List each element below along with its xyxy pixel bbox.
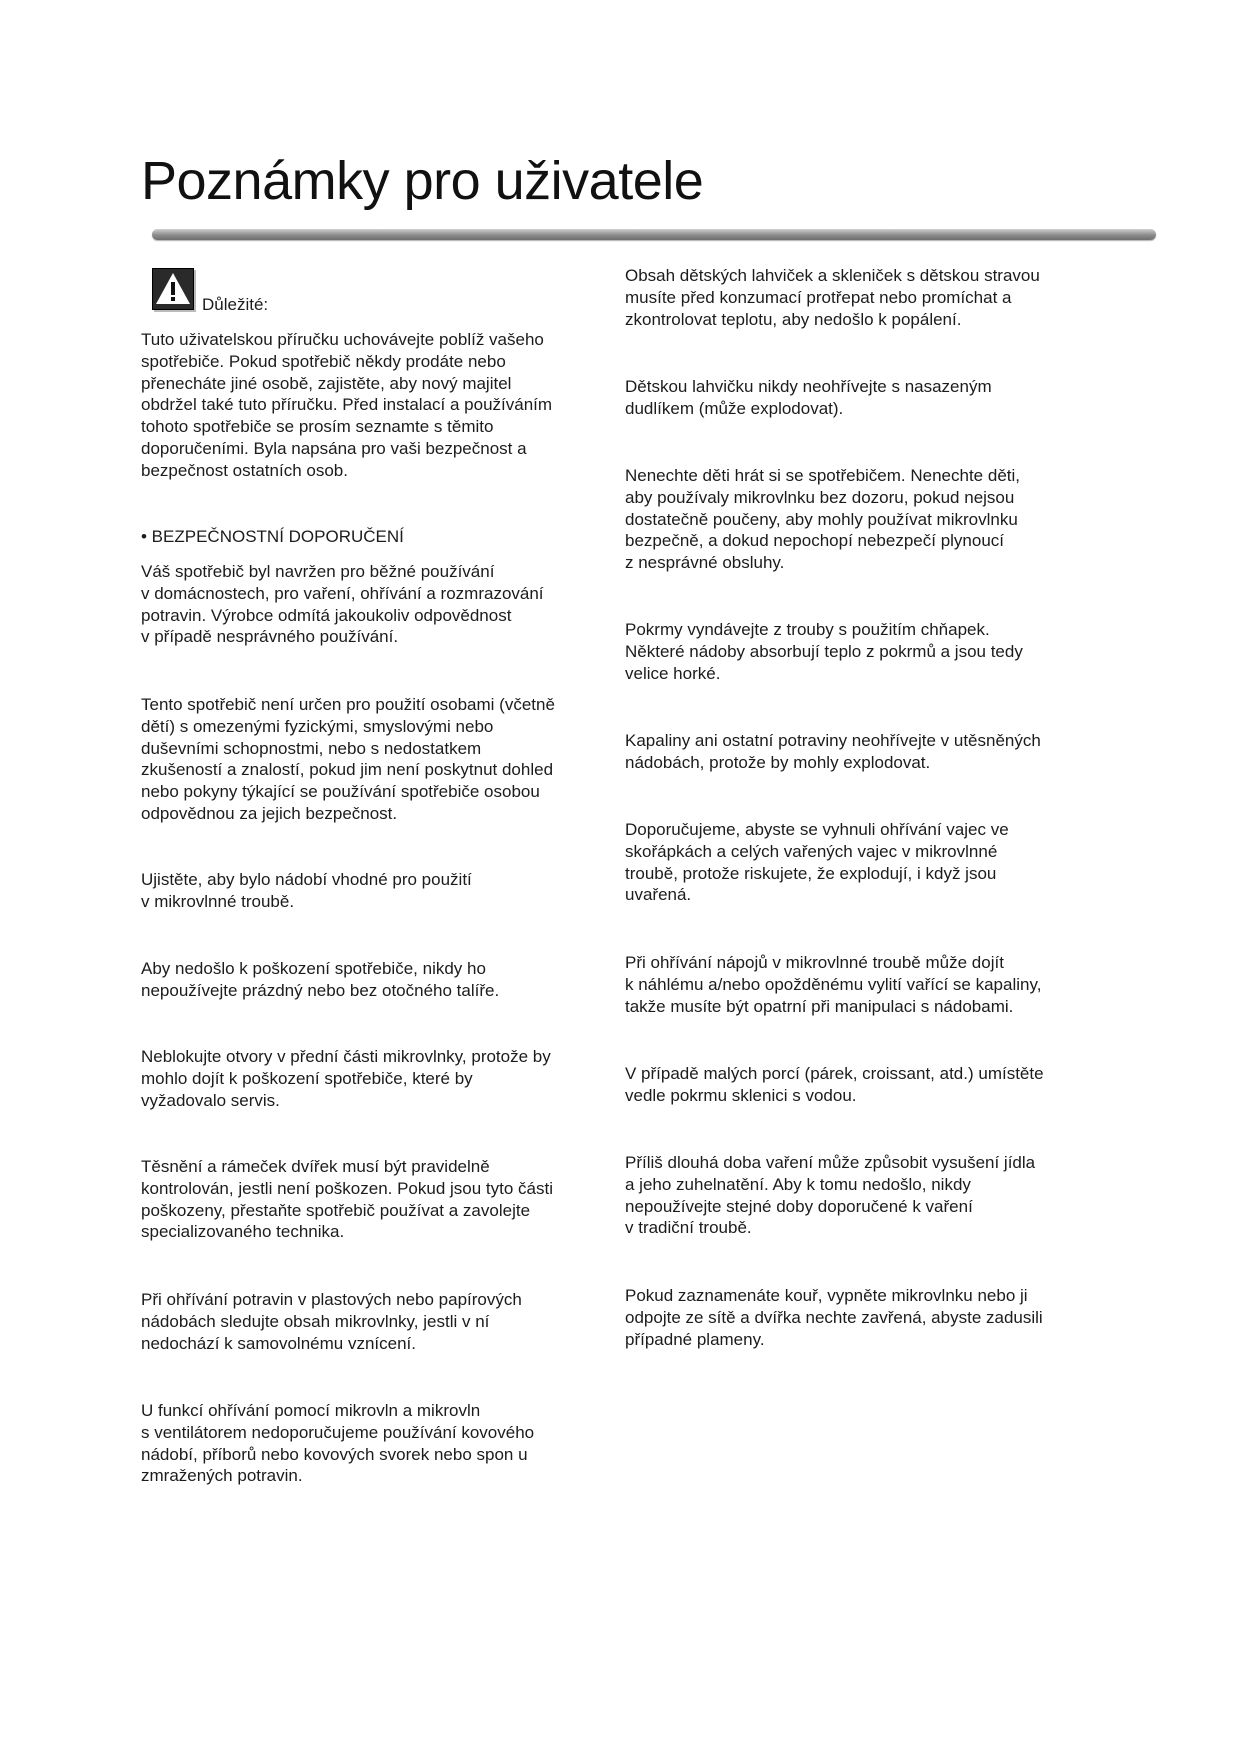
page-title: Poznámky pro uživatele <box>141 151 704 211</box>
right-paragraph-8: V případě malých porcí (párek, croissant, atd.) umístěte vedle pokrmu sklenici s vodou. <box>625 1064 1044 1105</box>
left-paragraph-8: U funkcí ohřívání pomocí mikrovln a mikrovln s ventilátorem nedoporučujeme používání kovového nádobí, příborů nebo kovových svorek nebo spon u zmražených potravin. <box>141 1401 535 1486</box>
intro-paragraph: Tuto uživatelskou příručku uchovávejte poblíž vašeho spotřebiče. Pokud spotřebič někdy prodáte nebo přenecháte jiné osobě, zajistěte, aby nový majitel obdržel také tuto příručku. Před instalací a používáním tohoto spotřebiče se prosím seznamte s těmito doporučeními. Byla napsána pro vaši bezpečnost a bezpečnost ostatních osob. <box>141 330 553 480</box>
left-paragraph-4: Aby nedošlo k poškození spotřebiče, nikdy ho nepoužívejte prázdný nebo bez otočného talíře. <box>141 959 500 1000</box>
left-paragraph-5: Neblokujte otvory v přední části mikrovlnky, protože by mohlo dojít k poškození spotřebiče, které by vyžadovalo servis. <box>141 1047 551 1110</box>
right-paragraph-10: Pokud zaznamenáte kouř, vypněte mikrovlnku nebo ji odpojte ze sítě a dvířka nechte zavřená, abyste zadusili případné plameny. <box>625 1286 1043 1349</box>
right-paragraph-6: Doporučujeme, abyste se vyhnuli ohřívání vajec ve skořápkách a celých vařených vajec v mikrovlnné troubě, protože riskujete, že explodují, i když jsou uvařená. <box>625 820 1009 905</box>
right-paragraph-4: Pokrmy vyndávejte z trouby s použitím chňapek. Některé nádoby absorbují teplo z pokrmů a jsou tedy velice horké. <box>625 620 1023 683</box>
left-paragraph-2: Tento spotřebič není určen pro použití osobami (včetně dětí) s omezenými fyzickými, smyslovými nebo duševními schopnostmi, nebo s nedostatkem zkušeností a znalostí, pokud jim není poskytnut dohled nebo pokyny týkající se používání spotřebiče osobou odpovědnou za jejich bezpečnost. <box>141 695 555 823</box>
safety-heading: • BEZPEČNOSTNÍ DOPORUČENÍ <box>141 527 404 546</box>
right-paragraph-5: Kapaliny ani ostatní potraviny neohřívejte v utěsněných nádobách, protože by mohly explodovat. <box>625 731 1041 772</box>
right-paragraph-7: Při ohřívání nápojů v mikrovlnné troubě může dojít k náhlému a/nebo opožděnému vylití vařící se kapaliny, takže musíte být opatrní při manipulaci s nádobami. <box>625 953 1042 1016</box>
important-label: Důležité: <box>202 295 269 314</box>
left-paragraph-6: Těsnění a rámeček dvířek musí být pravidelně kontrolován, jestli není poškozen. Pokud jsou tyto části poškozeny, přestaňte spotřebič používat a zavolejte specializovaného technika. <box>141 1157 554 1242</box>
right-paragraph-9: Příliš dlouhá doba vaření může způsobit vysušení jídla a jeho zuhelnatění. Aby k tomu nedošlo, nikdy nepoužívejte stejné doby doporučené k vaření v tradiční troubě. <box>625 1153 1036 1238</box>
warning-triangle-icon <box>152 268 194 310</box>
left-paragraph-3: Ujistěte, aby bylo nádobí vhodné pro použití v mikrovlnné troubě. <box>141 870 472 911</box>
left-paragraph-1: Váš spotřebič byl navržen pro běžné používání v domácnostech, pro vaření, ohřívání a rozmrazování potravin. Výrobce odmítá jakoukoliv odpovědnost v případě nesprávného používání. <box>141 562 544 647</box>
title-divider <box>152 229 1156 240</box>
left-paragraph-7: Při ohřívání potravin v plastových nebo papírových nádobách sledujte obsah mikrovlnky, jestli v ní nedochází k samovolnému vznícení. <box>141 1290 522 1353</box>
right-paragraph-1: Obsah dětských lahviček a skleniček s dětskou stravou musíte před konzumací protřepat nebo promíchat a zkontrolovat teplotu, aby nedošlo k popálení. <box>625 266 1040 329</box>
right-paragraph-3: Nenechte děti hrát si se spotřebičem. Nenechte děti, aby používaly mikrovlnku bez dozoru, pokud nejsou dostatečně poučeny, aby mohly používat mikrovlnku bezpečně, a dokud nepochopí nebezpečí plynoucí z nesprávné obsluhy. <box>625 466 1020 573</box>
right-paragraph-2: Dětskou lahvičku nikdy neohřívejte s nasazeným dudlíkem (může explodovat). <box>625 377 992 418</box>
